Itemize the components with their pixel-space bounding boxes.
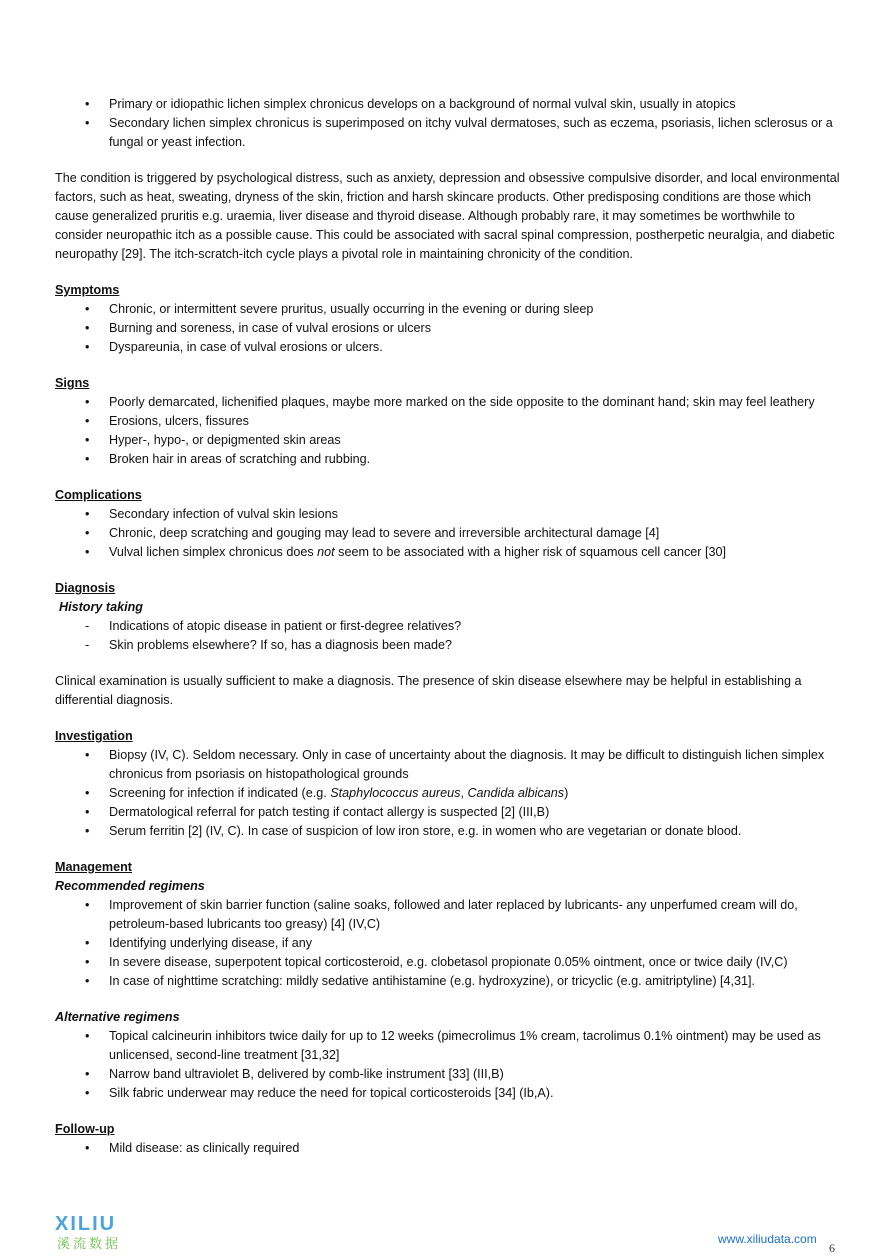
emphasis-text: Staphylococcus aureus [330,786,461,800]
followup-heading: Follow-up [55,1122,115,1136]
diagnosis-heading: Diagnosis [55,581,116,595]
list-item: • Chronic, or intermittent severe pruritus, usually occurring in the evening or during sleep [55,300,845,319]
list-item: • Erosions, ulcers, fissures [55,412,845,431]
list-item: - Indications of atopic disease in patient or first-degree relatives? [55,617,845,636]
list-item: • Dermatological referral for patch testing if contact allergy is suspected [2] (III,B) [55,803,845,822]
xiliu-logo [55,1212,145,1252]
logo-subtext: 溪流数据 [57,1237,122,1252]
list-item: - Skin problems elsewhere? If so, has a diagnosis been made? [55,636,845,655]
list-item: • Primary or idiopathic lichen simplex chronicus develops on a background of normal vulval skin, usually in atopics [55,95,845,114]
signs-list [55,393,845,469]
followup-list [55,1139,845,1158]
text-run: Vulval lichen simplex chronicus does [109,545,318,559]
logo-wordmark: XILIU [55,1213,117,1235]
list-item: • Narrow band ultraviolet B, delivered by comb-like instrument [33] (III,B) [55,1065,845,1084]
alternative-regimens-subheading: Alternative regimens [55,1010,180,1024]
list-item: • Secondary lichen simplex chronicus is superimposed on itchy vulval dermatoses, such as eczema, psoriasis, lichen sclerosus or a fungal or yeast infection. [55,114,845,152]
list-item: • Burning and soreness, in case of vulval erosions or ulcers [55,319,845,338]
symptoms-heading: Symptoms [55,283,120,297]
list-item: • Topical calcineurin inhibitors twice daily for up to 12 weeks (pimecrolimus 1% cream, tacrolimus 0.1% ointment) may be used as unlicensed, second-line treatment [31,32] [55,1027,845,1065]
text-run: ) [564,786,569,800]
history-taking-list [55,617,845,655]
intro-paragraph: The condition is triggered by psychological distress, such as anxiety, depression and obsessive compulsive disorder, and local environmental factors, such as heat, sweating, dryness of the skin, friction and harsh skincare products. Other predisposing conditions are those which cause generalized pruritis e.g. uraemia, liver disease and thyroid disease. Although probably rare, it may sometimes be worthwhile to consider neuropathic itch as a possible cause. This could be associated with sacral spinal compression, postherpetic neuralgia, and diabetic neuropathy [29]. The itch-scratch-itch cycle plays a pivotal role in maintaining chronicity of the condition. [55,171,840,261]
page-number: 6 [829,1241,835,1255]
diagnosis-paragraph: Clinical examination is usually sufficient to make a diagnosis. The presence of skin disease elsewhere may be helpful in establishing a differential diagnosis. [55,674,802,707]
intro-list [55,95,845,152]
list-item [55,784,845,803]
text-run: Screening for infection if indicated (e.g. [109,786,331,800]
investigation-list [55,746,845,841]
text-run: seem to be associated with a higher risk of squamous cell cancer [30] [334,545,726,559]
footer-url-link[interactable]: www.xiliudata.com [718,1232,817,1246]
list-item: • Hyper-, hypo-, or depigmented skin areas [55,431,845,450]
list-item: • Improvement of skin barrier function (saline soaks, followed and later replaced by lubricants- any unperfumed cream will do, petroleum-based lubricants too greasy) [4] (IV,C) [55,896,845,934]
list-item: • Chronic, deep scratching and gouging may lead to severe and irreversible architectural damage [4] [55,524,845,543]
document-page [55,95,845,1175]
list-item: • Poorly demarcated, lichenified plaques, maybe more marked on the side opposite to the dominant hand; skin may feel leathery [55,393,845,412]
emphasis-text: not [317,545,335,559]
list-item: • Secondary infection of vulval skin lesions [55,505,845,524]
emphasis-text: Candida albicans [467,786,565,800]
complications-heading: Complications [55,488,142,502]
investigation-heading: Investigation [55,729,133,743]
list-item: • Dyspareunia, in case of vulval erosions or ulcers. [55,338,845,357]
list-item: • Silk fabric underwear may reduce the need for topical corticosteroids [34] (Ib,A). [55,1084,845,1103]
list-item: • Serum ferritin [2] (IV, C). In case of suspicion of low iron store, e.g. in women who are vegetarian or donate blood. [55,822,845,841]
list-item: • Broken hair in areas of scratching and rubbing. [55,450,845,469]
list-item: • In severe disease, superpotent topical corticosteroid, e.g. clobetasol propionate 0.05% ointment, once or twice daily (IV,C) [55,953,845,972]
recommended-regimens-list [55,896,845,991]
complications-list [55,505,845,562]
list-item: • In case of nighttime scratching: mildly sedative antihistamine (e.g. hydroxyzine), or tricyclic (e.g. amitriptyline) [4,31]. [55,972,845,991]
list-item: • Identifying underlying disease, if any [55,934,845,953]
list-item [55,543,845,562]
list-item: • Mild disease: as clinically required [55,1139,845,1158]
recommended-regimens-subheading: Recommended regimens [55,879,205,893]
alternative-regimens-list [55,1027,845,1103]
management-heading: Management [55,860,132,874]
list-item: • Biopsy (IV, C). Seldom necessary. Only in case of uncertainty about the diagnosis. It may be difficult to distinguish lichen simplex chronicus from psoriasis on histopathological grounds [55,746,845,784]
signs-heading: Signs [55,376,90,390]
symptoms-list [55,300,845,357]
history-taking-subheading: History taking [59,600,143,614]
text-run: , [460,786,468,800]
